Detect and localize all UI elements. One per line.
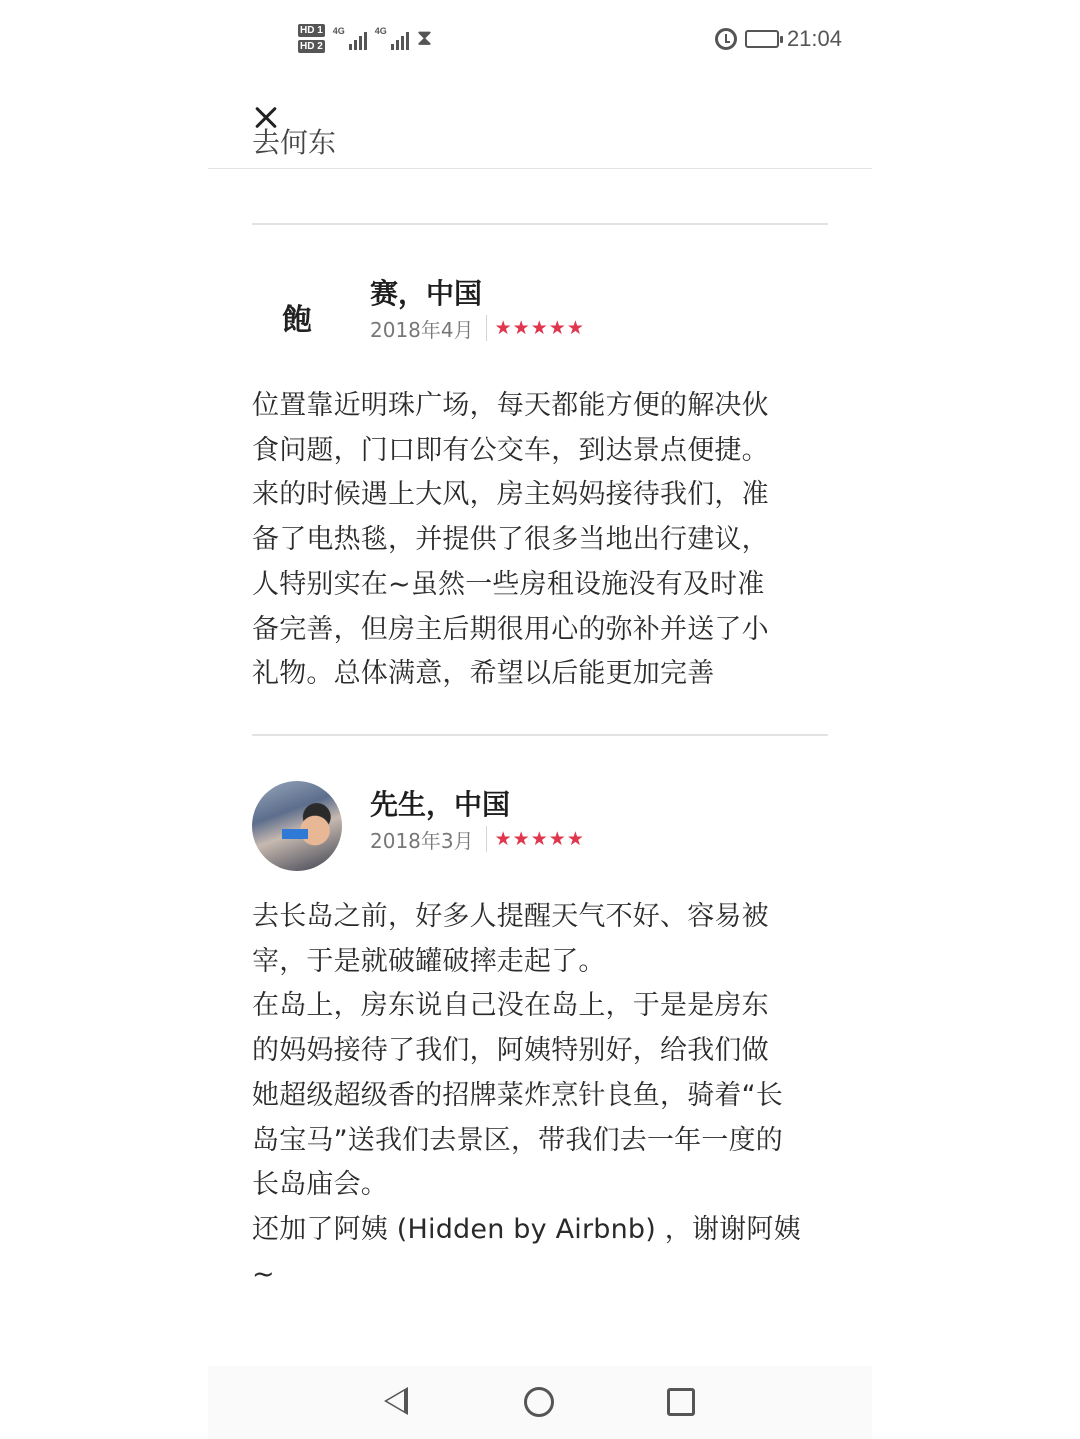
header-divider	[208, 168, 872, 169]
signal-icon	[333, 26, 367, 52]
hd-indicators	[298, 24, 325, 53]
star-icon: ★	[566, 317, 584, 339]
review-text: 去长岛之前，好多人提醒天气不好、容易被 宰，于是就破罐破摔走起了。 在岛上，房东说自己没在岛上，于是是房东 的妈妈接待了我们，阿姨特别好，给我们做 她超级超级香的招牌菜炸烹针良鱼，骑着“长 岛宝马”送我们去景区，带我们去一年一度的 长岛庙会。 还加了阿姨 (Hidden by Airbnb) ，谢谢阿姨 ~	[252, 901, 801, 1290]
star-icon: ★	[530, 317, 548, 339]
star-icon: ★	[530, 828, 548, 850]
review-meta	[370, 314, 584, 342]
system-nav-bar	[208, 1366, 872, 1439]
star-icon: ★	[512, 317, 530, 339]
review-item	[252, 272, 828, 702]
scrolled-text-fragment: 去何东	[252, 126, 337, 159]
star-icon: ★	[494, 317, 512, 339]
star-icon: ★	[512, 828, 530, 850]
review-meta	[370, 825, 584, 853]
status-time: 21:04	[786, 26, 842, 51]
star-icon: ★	[566, 828, 584, 850]
star-icon: ★	[548, 828, 566, 850]
status-left	[298, 24, 432, 53]
home-circle-icon[interactable]	[524, 1387, 554, 1417]
meta-separator	[486, 315, 487, 341]
review-divider	[252, 223, 828, 225]
reviewer-name: 先生，中国	[370, 788, 511, 821]
reviewer-name: 赛，中国	[370, 277, 483, 310]
hd1-badge: HD 1	[300, 25, 323, 36]
review-text: 位置靠近明珠广场，每天都能方便的解决伙 食问题，门口即有公交车，到达景点便捷。 来的时候遇上大风，房主妈妈接待我们，准 备了电热毯，并提供了很多当地出行建议， 人特别实在~虽然一些房租设施没有及时准 备完善，但房主后期很用心的弥补并送了小 礼物。总体满意，希望以后能更加完善	[252, 390, 769, 690]
sim1-network-label: 4G	[332, 25, 345, 36]
status-right	[715, 26, 842, 52]
star-icon: ★	[494, 828, 512, 850]
recent-square-icon[interactable]	[667, 1388, 695, 1416]
star-rating	[495, 829, 584, 849]
battery-icon	[745, 30, 779, 48]
signal-icon	[375, 26, 409, 52]
review-divider	[252, 734, 828, 736]
review-date: 2018年4月	[370, 317, 474, 342]
avatar[interactable]	[252, 781, 342, 871]
back-triangle-icon[interactable]	[384, 1387, 408, 1415]
hourglass-icon: ⧗	[416, 25, 433, 51]
star-icon: ★	[548, 317, 566, 339]
sim2-network-label: 4G	[374, 25, 387, 36]
meta-separator	[486, 826, 487, 852]
hd2-badge: HD 2	[300, 41, 323, 52]
star-rating	[495, 318, 584, 338]
review-date: 2018年3月	[370, 828, 474, 853]
status-bar	[0, 0, 1080, 80]
avatar[interactable]: 飽	[282, 303, 312, 338]
review-item	[252, 783, 828, 1303]
alarm-icon	[715, 28, 737, 50]
